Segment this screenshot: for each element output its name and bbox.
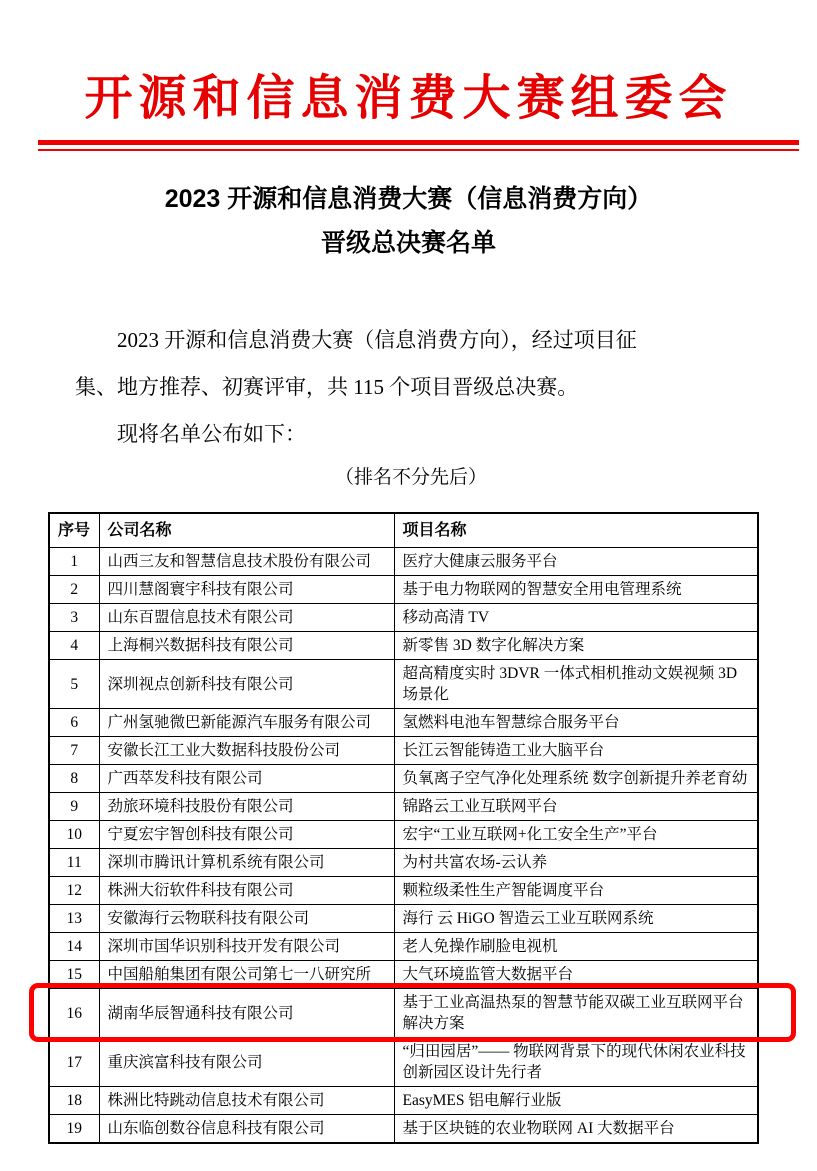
row-index: 12: [49, 877, 99, 905]
letterhead-double-rule: [38, 140, 799, 151]
table-row: [49, 660, 758, 709]
table-row: [49, 1038, 758, 1087]
company-name: 四川慧阁寰宇科技有限公司: [99, 576, 394, 604]
row-index: 6: [49, 709, 99, 737]
project-name: “归田园居”—— 物联网背景下的现代休闲农业科技创新园区设计先行者: [394, 1038, 758, 1087]
table-row: [49, 793, 758, 821]
ranking-note: （排名不分先后）: [334, 467, 487, 488]
company-name: 安徽长江工业大数据科技股份公司: [99, 737, 394, 765]
table-row: [49, 576, 758, 604]
company-name: 山西三友和智慧信息技术股份有限公司: [99, 548, 394, 576]
project-name: 医疗大健康云服务平台: [394, 548, 758, 576]
row-index: 16: [49, 989, 99, 1038]
company-name: 广西萃发科技有限公司: [99, 765, 394, 793]
row-index: 17: [49, 1038, 99, 1087]
company-name: 广州氢驰微巴新能源汽车服务有限公司: [99, 709, 394, 737]
table-row: [49, 604, 758, 632]
rule-thin: [38, 149, 799, 151]
project-name: 锦路云工业互联网平台: [394, 793, 758, 821]
table-row: [49, 709, 758, 737]
project-name: 大气环境监管大数据平台: [394, 961, 758, 989]
company-name: 深圳市国华识别科技开发有限公司: [99, 933, 394, 961]
row-index: 9: [49, 793, 99, 821]
table-row: [49, 933, 758, 961]
company-name: 劲旅环境科技股份有限公司: [99, 793, 394, 821]
row-index: 7: [49, 737, 99, 765]
project-name: 基于区块链的农业物联网 AI 大数据平台: [394, 1115, 758, 1144]
project-name: 氢燃料电池车智慧综合服务平台: [394, 709, 758, 737]
document-title-line2: 晋级总决赛名单: [320, 229, 496, 257]
company-name: 深圳视点创新科技有限公司: [99, 660, 394, 709]
document-title: [0, 177, 817, 265]
project-name: 海行 云 HiGO 智造云工业互联网系统: [394, 905, 758, 933]
project-name: 为村共富农场-云认养: [394, 849, 758, 877]
rule-thick: [38, 140, 799, 145]
row-index: 15: [49, 961, 99, 989]
project-name: 老人免操作刷脸电视机: [394, 933, 758, 961]
table-row: [49, 905, 758, 933]
row-index: 19: [49, 1115, 99, 1144]
row-index: 5: [49, 660, 99, 709]
project-name: 宏宇“工业互联网+化工安全生产”平台: [394, 821, 758, 849]
paragraph-line-3: 现将名单公布如下：: [117, 422, 306, 446]
project-name: EasyMES 铝电解行业版: [394, 1087, 758, 1115]
table-row: [49, 849, 758, 877]
project-name: 基于工业高温热泵的智慧节能双碳工业互联网平台解决方案: [394, 989, 758, 1038]
company-name: 宁夏宏宇智创科技有限公司: [99, 821, 394, 849]
row-index: 1: [49, 548, 99, 576]
row-index: 4: [49, 632, 99, 660]
company-name: 山东临创数谷信息科技有限公司: [99, 1115, 394, 1144]
project-name: 基于电力物联网的智慧安全用电管理系统: [394, 576, 758, 604]
table-row: [49, 1087, 758, 1115]
project-name: 移动高清 TV: [394, 604, 758, 632]
table-row: [49, 548, 758, 576]
table-row: [49, 737, 758, 765]
company-name: 湖南华辰智通科技有限公司: [99, 989, 394, 1038]
project-name: 负氧离子空气净化处理系统 数字创新提升养老育幼: [394, 765, 758, 793]
row-index: 18: [49, 1087, 99, 1115]
row-index: 2: [49, 576, 99, 604]
table-row: [49, 821, 758, 849]
paragraph-line-2: 集、地方推荐、初赛评审，共 115 个项目晋级总决赛。: [75, 375, 579, 399]
table-row: [49, 989, 758, 1038]
row-index: 11: [49, 849, 99, 877]
table-row: [49, 765, 758, 793]
company-name: 株洲比特跳动信息技术有限公司: [99, 1087, 394, 1115]
company-name: 上海桐兴数据科技有限公司: [99, 632, 394, 660]
row-index: 14: [49, 933, 99, 961]
table-row: [49, 877, 758, 905]
column-header-index: 序号: [49, 513, 99, 548]
document-title-line1: 2023 开源和信息消费大赛（信息消费方向）: [164, 185, 653, 213]
row-index: 13: [49, 905, 99, 933]
table-row: [49, 961, 758, 989]
project-name: 超高精度实时 3DVR 一体式相机推动文娱视频 3D 场景化: [394, 660, 758, 709]
column-header-project: 项目名称: [394, 513, 758, 548]
project-name: 新零售 3D 数字化解决方案: [394, 632, 758, 660]
finalists-table: [48, 512, 759, 1144]
company-name: 中国船舶集团有限公司第七一八研究所: [99, 961, 394, 989]
table-row: [49, 1115, 758, 1144]
company-name: 安徽海行云物联科技有限公司: [99, 905, 394, 933]
project-name: 长江云智能铸造工业大脑平台: [394, 737, 758, 765]
letterhead-title: 开源和信息消费大赛组委会: [84, 72, 733, 125]
paragraph-line-1: 2023 开源和信息消费大赛（信息消费方向），经过项目征: [117, 328, 637, 352]
company-name: 深圳市腾讯计算机系统有限公司: [99, 849, 394, 877]
company-name: 山东百盟信息技术有限公司: [99, 604, 394, 632]
row-index: 10: [49, 821, 99, 849]
table-header-row: [49, 513, 758, 548]
project-name: 颗粒级柔性生产智能调度平台: [394, 877, 758, 905]
company-name: 重庆滨富科技有限公司: [99, 1038, 394, 1087]
company-name: 株洲大衍软件科技有限公司: [99, 877, 394, 905]
row-index: 3: [49, 604, 99, 632]
body-paragraph: [75, 317, 747, 498]
table-row: [49, 632, 758, 660]
row-index: 8: [49, 765, 99, 793]
column-header-company: 公司名称: [99, 513, 394, 548]
